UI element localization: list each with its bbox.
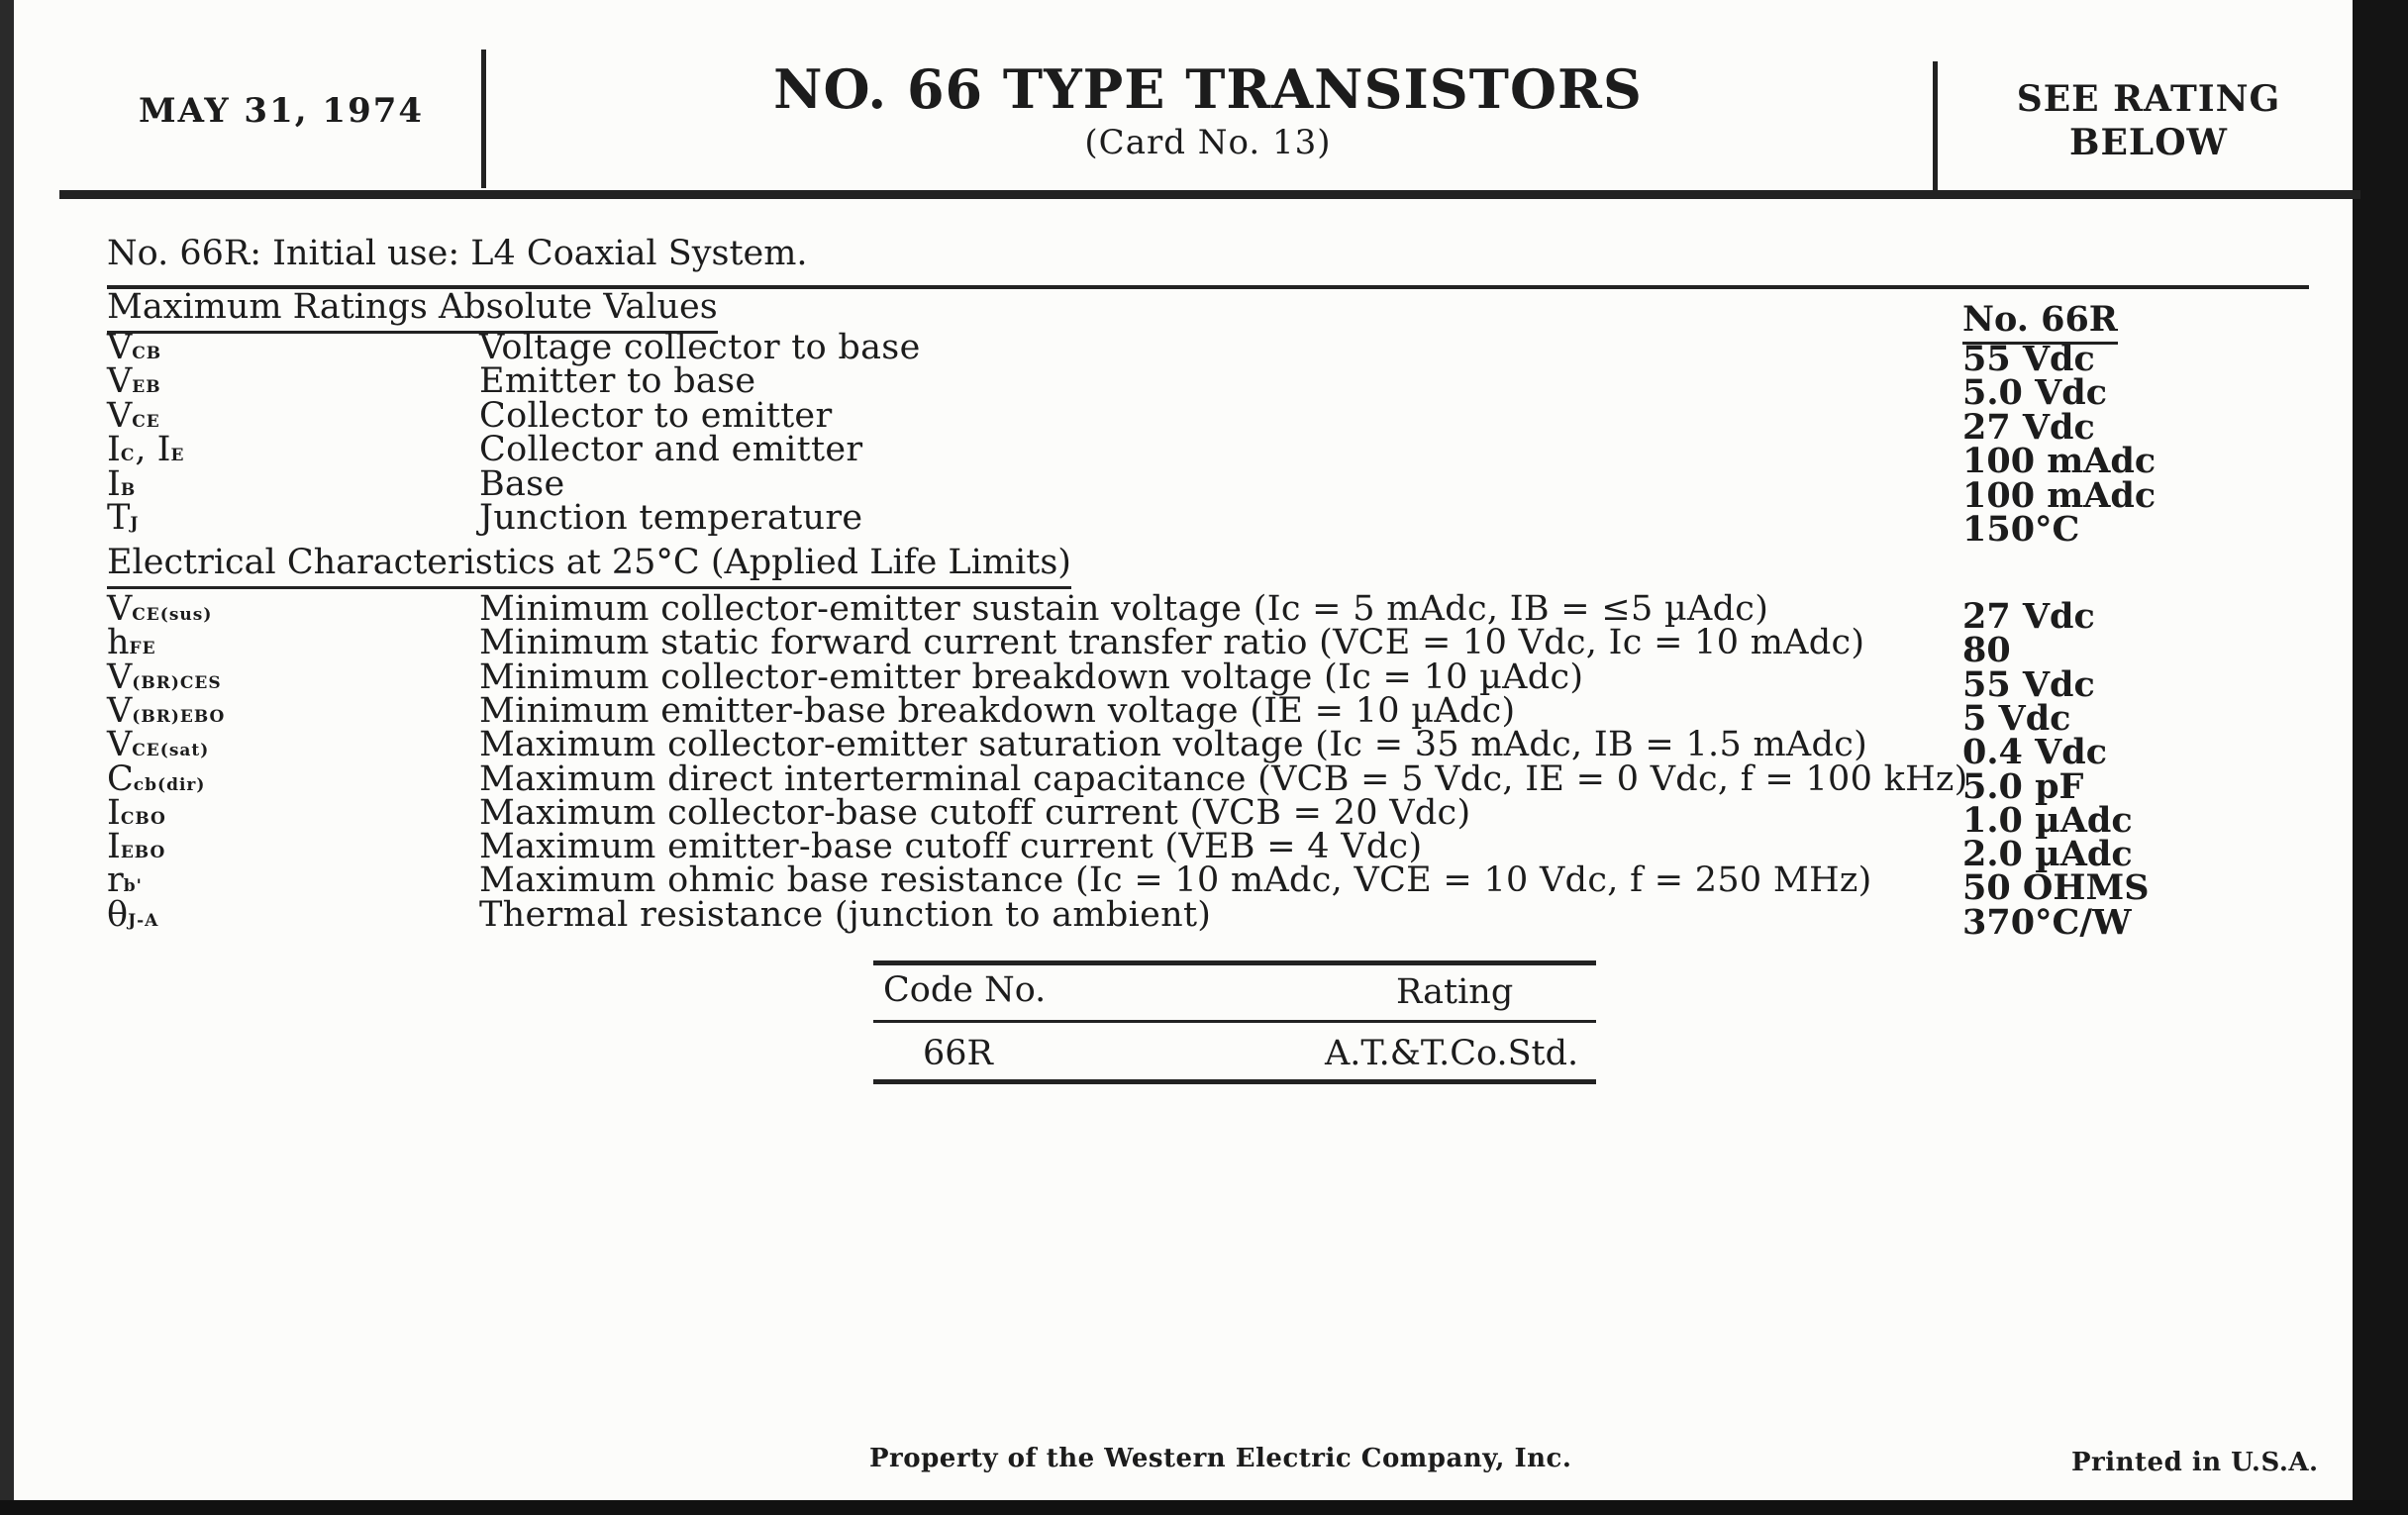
electrical-value: 1.0 µAdc [1962, 799, 2133, 841]
max-rating-description: Emitter to base [479, 361, 756, 402]
symbol-subscript: CB [132, 344, 162, 363]
electrical-value: 370°C/W [1962, 901, 2132, 943]
symbol-letter: C [107, 758, 134, 799]
electrical-value: 50 OHMS [1962, 867, 2150, 909]
card-left-edge [0, 0, 14, 1515]
electrical-value: 80 [1962, 630, 2011, 671]
max-rating-value: 55 Vdc [1962, 339, 2095, 379]
symbol-subscript: (BR)EBO [132, 706, 226, 727]
symbol-letter: V [107, 656, 133, 697]
initial-use-line: No. 66R: Initial use: L4 Coaxial System. [107, 234, 808, 273]
symbol-subscript: EB [132, 377, 161, 398]
page-title: NO. 66 TYPE TRANSISTORS [773, 57, 1643, 121]
code-column-heading: No. 66R [1962, 299, 2118, 345]
max-rating-description: Junction temperature [479, 498, 863, 538]
max-rating-description: Collector to emitter [479, 395, 833, 436]
symbol-letter: , I [135, 430, 171, 470]
card-bottom-edge [0, 1500, 2408, 1515]
electrical-description: Minimum static forward current transfer ratio (VCE = 10 Vdc, Ic = 10 mAdc) [479, 623, 1865, 663]
electrical-description: Maximum collector-base cutoff current (VCB = 20 Vdc) [479, 792, 1471, 833]
electrical-description: Minimum emitter-base breakdown voltage (IE = 10 µAdc) [479, 690, 1516, 731]
footer-printed: Printed in U.S.A. [2071, 1448, 2319, 1477]
header-rule [59, 190, 2360, 199]
electrical-heading: Electrical Characteristics at 25°C (Applied Life Limits) [107, 543, 1071, 589]
symbol-letter: V [107, 589, 133, 629]
symbol-subscript: CBO [120, 808, 166, 829]
table-cell-code: 66R [923, 1034, 993, 1073]
max-rating-value: 150°C [1962, 509, 2080, 550]
table-top-rule [873, 960, 1596, 965]
issue-date: MAY 31, 1974 [139, 91, 425, 131]
symbol-subscript: E [170, 446, 185, 466]
electrical-value: 5.0 pF [1962, 765, 2084, 807]
electrical-description: Maximum ohmic base resistance (Ic = 10 mAdc, VCE = 10 Vdc, f = 250 MHz) [479, 860, 1872, 901]
max-rating-description: Voltage collector to base [479, 328, 921, 367]
symbol-letter: I [107, 827, 121, 867]
header-divider-right [1933, 61, 1938, 198]
symbol-subscript: CE(sat) [132, 741, 210, 761]
symbol-subscript: cb(dir) [133, 774, 206, 795]
symbol-letter: T [107, 498, 131, 538]
max-ratings-heading: Maximum Ratings Absolute Values [107, 287, 718, 334]
symbol-letter: V [107, 690, 133, 731]
symbol-letter: I [107, 430, 121, 470]
symbol-letter: V [107, 328, 133, 367]
electrical-value: 0.4 Vdc [1962, 732, 2108, 773]
electrical-value: 5 Vdc [1962, 697, 2071, 739]
electrical-description: Maximum direct interterminal capacitance (VCB = 5 Vdc, IE = 0 Vdc, f = 100 kHz) [479, 758, 1968, 799]
symbol-subscript: C [120, 446, 136, 466]
electrical-value: 55 Vdc [1962, 663, 2095, 705]
table-cell-rating: A.T.&T.Co.Std. [1325, 1034, 1579, 1073]
symbol-letter: V [107, 395, 133, 436]
symbol-letter: V [107, 725, 133, 765]
rating-note-line2: BELOW [2069, 122, 2228, 163]
max-rating-description: Collector and emitter [479, 430, 863, 470]
symbol-letter: V [107, 361, 133, 402]
electrical-description: Minimum collector-emitter breakdown voltage (Ic = 10 µAdc) [479, 656, 1584, 697]
max-rating-value: 100 mAdc [1962, 474, 2157, 516]
symbol-subscript: B [120, 479, 137, 500]
electrical-symbol [107, 894, 159, 938]
max-rating-description: Base [479, 463, 565, 504]
electrical-description: Maximum collector-emitter saturation voltage (Ic = 35 mAdc, IB = 1.5 mAdc) [479, 725, 1868, 765]
symbol-subscript: b' [123, 876, 143, 897]
table-header-rule [873, 1020, 1596, 1023]
max-rating-value: 5.0 Vdc [1962, 372, 2108, 414]
table-bottom-rule [873, 1079, 1596, 1084]
rating-note-line1: SEE RATING [2016, 78, 2281, 120]
electrical-description: Maximum emitter-base cutoff current (VEB = 4 Vdc) [479, 827, 1423, 867]
symbol-letter: I [107, 463, 121, 504]
max-rating-value: 27 Vdc [1962, 406, 2095, 448]
electrical-value: 27 Vdc [1962, 596, 2095, 637]
card-number: (Card No. 13) [1084, 123, 1332, 162]
electrical-description: Thermal resistance (junction to ambient) [479, 894, 1212, 935]
symbol-letter: h [107, 623, 130, 663]
symbol-subscript: EBO [120, 843, 166, 863]
symbol-subscript: CE [132, 411, 160, 432]
electrical-value: 2.0 µAdc [1962, 834, 2133, 875]
table-header-code: Code No. [883, 970, 1047, 1010]
symbol-subscript: (BR)CES [132, 672, 222, 693]
max-rating-symbol [107, 498, 140, 541]
card-right-edge [2353, 0, 2408, 1515]
max-rating-value: 100 mAdc [1962, 441, 2157, 482]
symbol-letter: θ [107, 894, 129, 935]
header-divider-left [481, 50, 486, 188]
symbol-subscript: FE [129, 639, 156, 659]
footer-property: Property of the Western Electric Company, Inc. [869, 1444, 1572, 1473]
symbol-subscript: J [130, 514, 140, 534]
table-header-rating: Rating [1396, 972, 1514, 1012]
symbol-subscript: J-A [128, 910, 159, 931]
symbol-letter: r [107, 860, 124, 901]
symbol-letter: I [107, 792, 121, 833]
symbol-subscript: CE(sus) [132, 605, 213, 625]
rating-note [1960, 77, 2337, 164]
electrical-description: Minimum collector-emitter sustain voltage (Ic = 5 mAdc, IB = ≤5 µAdc) [479, 589, 1769, 629]
